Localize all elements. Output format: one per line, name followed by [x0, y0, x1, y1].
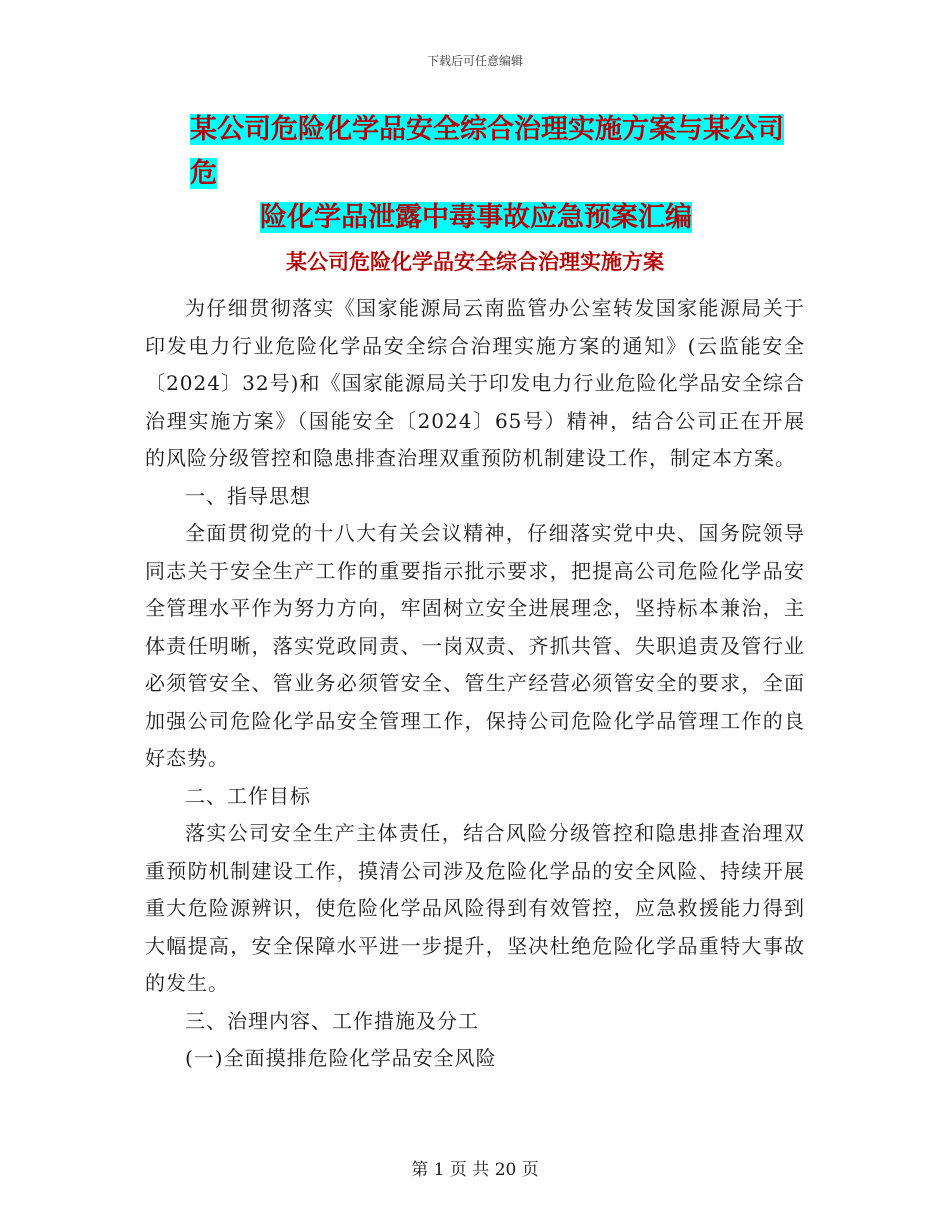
heading-governance-content: 三、治理内容、工作措施及分工: [185, 1008, 479, 1033]
body-text: [145, 290, 805, 1078]
paragraph-work-goals: 落实公司安全生产主体责任，结合风险分级管控和隐患排查治理双重预防机制建设工作，摸清公司涉及危险化学品的安全风险、持续开展重大危险源辨识，使危险化学品风险得到有效管控，应急救援能力得到大幅提高，安全保障水平进一步提升，坚决杜绝危险化学品重特大事故的发生。: [145, 821, 805, 995]
paragraph-guiding-ideology: 全面贯彻党的十八大有关会议精神，仔细落实党中央、国务院领导同志关于安全生产工作的重要指示批示要求，把提高公司危险化学品安全管理水平作为努力方向，牢固树立安全进展理念，坚持标本兼治，主体责任明晰，落实党政同责、一岗双责、齐抓共管、失职追责及管行业必须管安全、管业务必须管安全、管生产经营必须管安全的要求，全面加强公司危险化学品安全管理工作，保持公司危险化学品管理工作的良好态势。: [145, 521, 805, 770]
page-number: 第 1 页 共 20 页: [411, 1160, 539, 1180]
title-line-1: 某公司危险化学品安全综合治理实施方案与某公司危: [190, 114, 784, 189]
heading-guiding-ideology: 一、指导思想: [185, 483, 311, 508]
title-line-1-wrap: [190, 108, 810, 196]
subheading-risk-survey: (一)全面摸排危险化学品安全风险: [185, 1046, 497, 1070]
heading-work-goals: 二、工作目标: [185, 783, 311, 808]
document-title: [190, 108, 810, 240]
header-note: 下载后可任意编辑: [426, 54, 523, 68]
title-line-2: 险化学品泄露中毒事故应急预案汇编: [260, 202, 692, 233]
paragraph-intro: 为仔细贯彻落实《国家能源局云南监管办公室转发国家能源局关于印发电力行业危险化学品安全综合治理实施方案的通知》(云监能安全〔2024〕32号)和《国家能源局关于印发电力行业危险化学品安全综合治理实施方案》（国能安全〔2024〕65号）精神，结合公司正在开展的风险分级管控和隐患排查治理双重预防机制建设工作，制定本方案。: [145, 296, 805, 470]
section-title: 某公司危险化学品安全综合治理实施方案: [286, 250, 664, 274]
title-line-2-wrap: [190, 196, 810, 240]
